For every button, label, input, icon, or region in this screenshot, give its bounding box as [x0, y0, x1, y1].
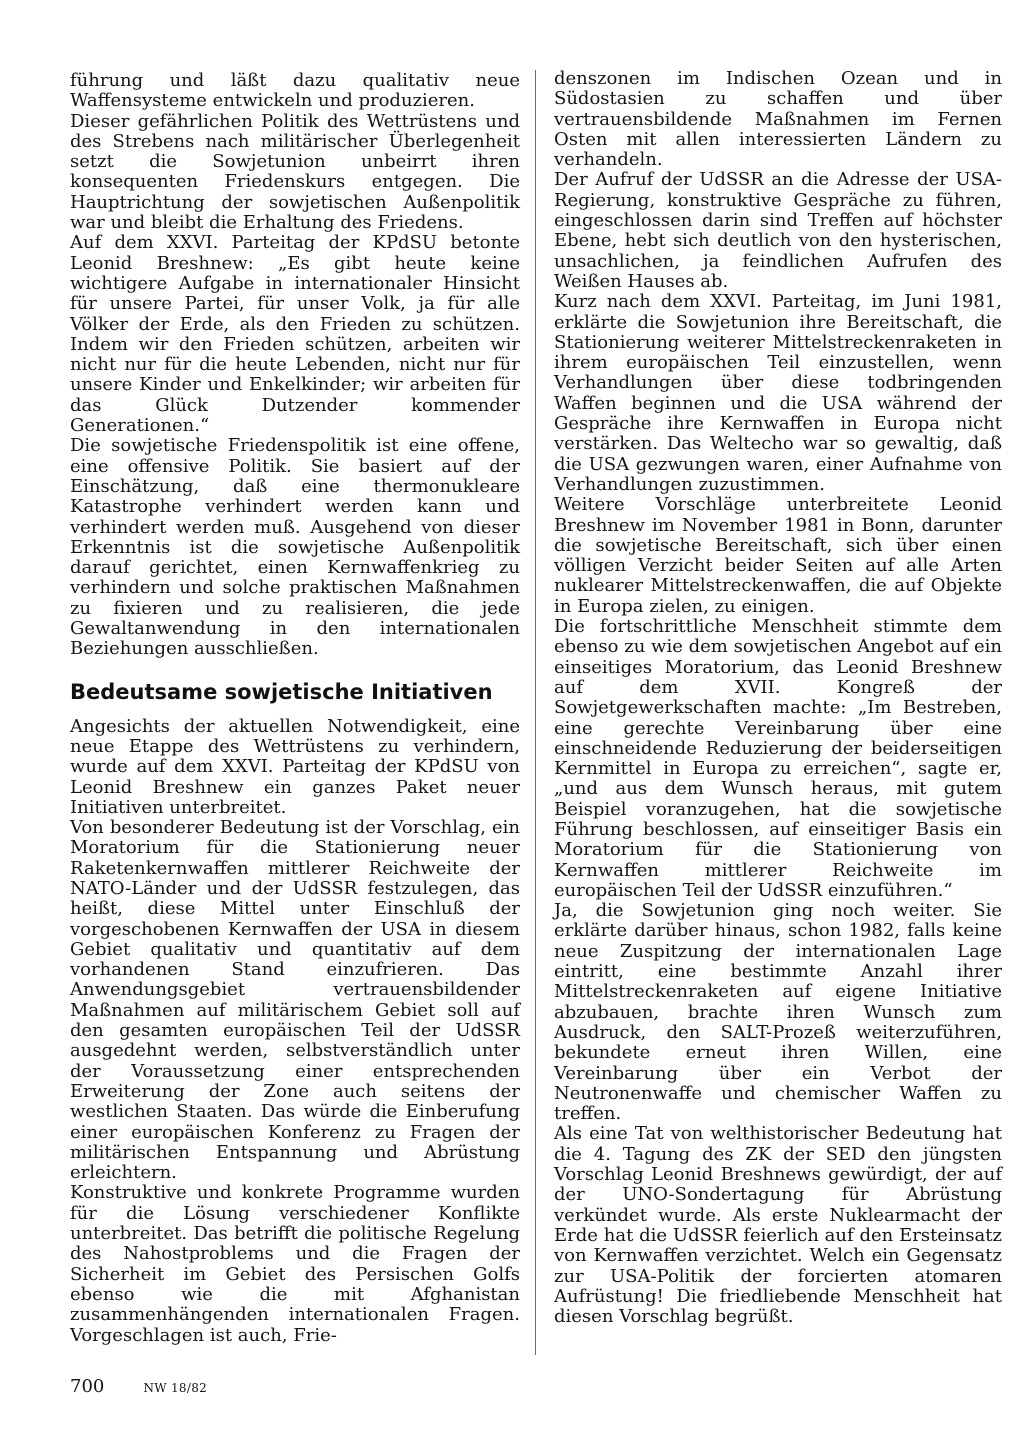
paragraph: Von besonderer Bedeutung ist der Vorschlag, ein Moratorium für die Stationierung neuer Raketenkernwaffen mittlerer Reichweite der NATO-Länder und der UdSSR festzulegen, das heißt, diese Mittel unter Einschluß der vorgeschobenen Kernwaffen der USA in diesem Gebiet qualitativ und quantitativ auf dem vorhandenen Stand einzufrieren. Das Anwendungsgebiet vertrauensbildender Maßnahmen auf militärischem Gebiet soll auf den gesamten europäischen Teil der UdSSR ausgedehnt werden, selbstverständlich unter der Voraussetzung einer entsprechenden Erweiterung der Zone auch seitens der westlichen Staaten. Das würde die Einberufung einer europäischen Konferenz zu Fragen der militärischen Entspannung und Abrüstung erleichtern. [70, 817, 520, 1184]
paragraph: Weitere Vorschläge unterbreitete Leonid Breshnew im November 1981 in Bonn, darunter die sowjetische Bereitschaft, sich über einen völligen Verzicht beider Seiten auf alle Arten nuklearer Mittelstreckenwaffen, die auf Objekte in Europa zielen, zu einigen. [554, 494, 1002, 617]
paragraph: führung und läßt dazu qualitativ neue Waffensysteme entwickeln und produzieren. [70, 70, 520, 112]
page-footer [70, 1376, 207, 1397]
page-number: 700 [70, 1376, 105, 1397]
paragraph: Die fortschrittliche Menschheit stimmte dem ebenso zu wie dem sowjetischen Angebot auf ein einseitiges Moratorium, das Leonid Breshnew auf dem XVII. Kongreß der Sowjetgewerkschaften machte: „Im Bestreben, eine gerechte Vereinbarung über eine einschneidende Reduzierung der beiderseitigen Kernmittel in Europa zu erreichen“, sagte er, „und aus dem Wunsch heraus, mit gutem Beispiel voranzugehen, hat die sowjetische Führung beschlossen, auf einseitiger Basis ein Moratorium für die Stationierung von Kernwaffen mittlerer Reichweite im europäischen Teil der UdSSR einzuführen.“ [554, 616, 1002, 901]
paragraph: Kurz nach dem XXVI. Parteitag, im Juni 1981, erklärte die Sowjetunion ihre Bereitschaft, die Stationierung weiterer Mittelstreckenraketen in ihrem europäischen Teil einzustellen, wenn Verhandlungen über diese todbringenden Waffen beginnen und die USA während der Gespräche ihre Kernwaffen in Europa nicht verstärken. Das Weltecho war so gewaltig, daß die USA gezwungen waren, einer Aufnahme von Verhandlungen zuzustimmen. [554, 291, 1002, 495]
column-divider [535, 70, 536, 1355]
paragraph: Die sowjetische Friedenspolitik ist eine offene, eine offensive Politik. Sie basiert auf der Einschätzung, daß eine thermonukleare Katastrophe verhindert werden kann und verhindert werden muß. Ausgehend von dieser Erkenntnis ist die sowjetische Außenpolitik darauf gerichtet, einen Kernwaffenkrieg zu verhindern und solche praktischen Maßnahmen zu fixieren und zu realisieren, die jede Gewaltanwendung in den internationalen Beziehungen ausschließen. [70, 435, 520, 660]
right-column [554, 69, 1002, 1327]
paragraph: Dieser gefährlichen Politik des Wettrüstens und des Strebens nach militärischer Überlegenheit setzt die Sowjetunion unbeirrt ihren konsequenten Friedenskurs entgegen. Die Hauptrichtung der sowjetischen Außenpolitik war und bleibt die Erhaltung des Friedens. [70, 110, 520, 234]
paragraph: Ja, die Sowjetunion ging noch weiter. Sie erklärte darüber hinaus, schon 1982, falls keine neue Zuspitzung der internationalen Lage eintritt, eine bestimmte Anzahl ihrer Mittelstreckenraketen auf eigene Initiative abzubauen, brachte ihren Wunsch zum Ausdruck, den SALT-Prozeß weiterzuführen, bekundete erneut ihren Willen, eine Vereinbarung über ein Verbot der Neutronenwaffe und chemischer Waffen zu treffen. [554, 900, 1002, 1125]
paragraph: Konstruktive und konkrete Programme wurden für die Lösung verschiedener Konflikte unterbreitet. Das betrifft die politische Regelung des Nahostproblems und die Fragen der Sicherheit im Gebiet des Persischen Golfs ebenso wie die mit Afghanistan zusammenhängenden internationalen Fragen. Vorgeschlagen ist auch, Frie- [70, 1182, 520, 1346]
section-heading: Bedeutsame sowjetische Initiativen [70, 679, 493, 704]
paragraph: Auf dem XXVI. Parteitag der KPdSU betonte Leonid Breshnew: „Es gibt heute keine wichtigere Aufgabe in internationaler Hinsicht für unsere Partei, für unser Volk, ja für alle Völker der Erde, als den Frieden zu schützen. Indem wir den Frieden schützen, arbeiten wir nicht nur für die heute Lebenden, nicht nur für unsere Kinder und Enkelkinder; wir arbeiten für das Glück Dutzender kommender Generationen.“ [70, 232, 520, 437]
issue-reference: NW 18/82 [143, 1381, 208, 1395]
left-column [70, 71, 520, 1346]
paragraph: Als eine Tat von welthistorischer Bedeutung hat die 4. Tagung des ZK der SED den jüngsten Vorschlag Leonid Breshnews gewürdigt, der auf der UNO-Sondertagung für Abrüstung verkündet wurde. Als erste Nuklearmacht der Erde hat die UdSSR feierlich auf den Ersteinsatz von Kernwaffen verzichtet. Welch ein Gegensatz zur USA-Politik der forcierten atomaren Aufrüstung! Die friedliebende Menschheit hat diesen Vorschlag begrüßt. [554, 1123, 1002, 1328]
paragraph: Der Aufruf der UdSSR an die Adresse der USA-Regierung, konstruktive Gespräche zu führen, eingeschlossen darin sind Treffen auf höchster Ebene, hebt sich deutlich von den hysterischen, unsachlichen, ja feindlichen Aufrufen des Weißen Hauses ab. [554, 169, 1002, 292]
paragraph: denszonen im Indischen Ozean und in Südostasien zu schaffen und über vertrauensbildende Maßnahmen im Fernen Osten mit allen interessierten Ländern zu verhandeln. [554, 68, 1002, 171]
paragraph: Angesichts der aktuellen Notwendigkeit, eine neue Etappe des Wettrüstens zu verhindern, wurde auf dem XXVI. Parteitag der KPdSU von Leonid Breshnew ein ganzes Paket neuer Initiativen unterbreitet. [70, 715, 520, 818]
